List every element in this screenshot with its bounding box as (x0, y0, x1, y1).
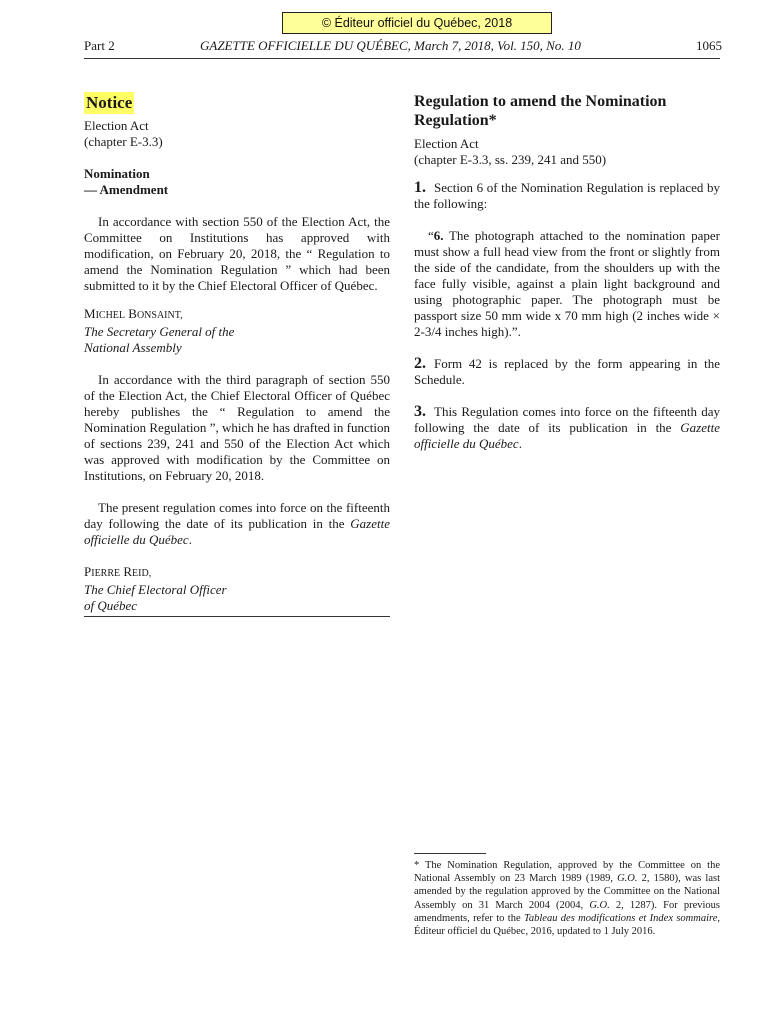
section-2: 2. Form 42 is replaced by the form appearing in the Schedule. (414, 355, 720, 387)
footnote: * The Nomination Regulation, approved by the Committee on the National Assembly on 23 March 1989 (1989, G.O. 2, 1580), was last amended by the regulation approved by the Committee on the National Assembly on 31 March 2004 (2004, G.O. 2, 1287). For previous amendments, refer to the Tableau des modifications et Index sommaire, Éditeur officiel du Québec, 2016, updated to 1 July 2016. (414, 860, 720, 938)
act-name: Election Act (414, 136, 479, 151)
end-rule (84, 616, 390, 617)
header-part: Part 2 (84, 38, 115, 53)
header-rule (84, 58, 720, 59)
section-1: 1. Section 6 of the Nomination Regulation is replaced by the following: (414, 179, 720, 211)
copyright-banner: © Éditeur officiel du Québec, 2018 (282, 12, 552, 34)
header-gazette-title: GAZETTE OFFICIELLE DU QUÉBEC, March 7, 2018, Vol. 150, No. 10 (200, 38, 581, 53)
paragraph-in-force: The present regulation comes into force on the fifteenth day following the date of its publication in the Gazette officielle du Québec. (84, 500, 390, 547)
section-3: 3. This Regulation comes into force on the fifteenth day following the date of its publication in the Gazette officielle du Québec. (414, 403, 720, 451)
paragraph-publication: In accordance with the third paragraph of section 550 of the Election Act, the Chief Electoral Officer of Québec hereby publishes the “ Regulation to amend the Nomination Regulation ”, which he has drafted in function of sections 239, 241 and 550 of the Election Act which was approved with modification by the Committee on Institutions, on February 20, 2018. (84, 372, 390, 483)
act-chapter: (chapter E-3.3, ss. 239, 241 and 550) (414, 152, 607, 167)
act-chapter: (chapter E-3.3) (84, 134, 163, 149)
right-column (414, 92, 720, 452)
left-column (84, 92, 390, 617)
footnote-rule (414, 853, 486, 854)
signatory-name: PIERRE REID, (84, 564, 152, 579)
act-name: Election Act (84, 118, 149, 133)
signatory-title: The Chief Electoral Officer (84, 582, 227, 597)
subject-heading: Nomination (84, 166, 150, 181)
header-page-number: 1065 (696, 38, 722, 53)
notice-heading: Notice (86, 93, 133, 112)
signatory-title: National Assembly (84, 340, 182, 355)
paragraph-approval: In accordance with section 550 of the Election Act, the Committee on Institutions has approved with modification, on February 20, 2018, the “ Regulation to amend the Nomination Regulation ” which had been submitted to it by the Chief Electoral Officer of Québec. (84, 214, 390, 293)
signatory-title: The Secretary General of the (84, 324, 235, 339)
subject-subheading: — Amendment (84, 182, 169, 197)
quoted-section-6: “6. The photograph attached to the nomination paper must show a full head view from the front or slightly from the side of the candidate, from the shoulders up with the face fully visible, against a plain light background and using photographic paper. The photograph must be passport size 50 mm wide x 70 mm high (2 inches wide × 2-3/4 inches high).”. (414, 228, 720, 339)
signatory-name: MICHEL BONSAINT, (84, 306, 183, 321)
regulation-title: Regulation to amend the Nomination Regulation* (414, 93, 667, 129)
signatory-title: of Québec (84, 598, 138, 613)
